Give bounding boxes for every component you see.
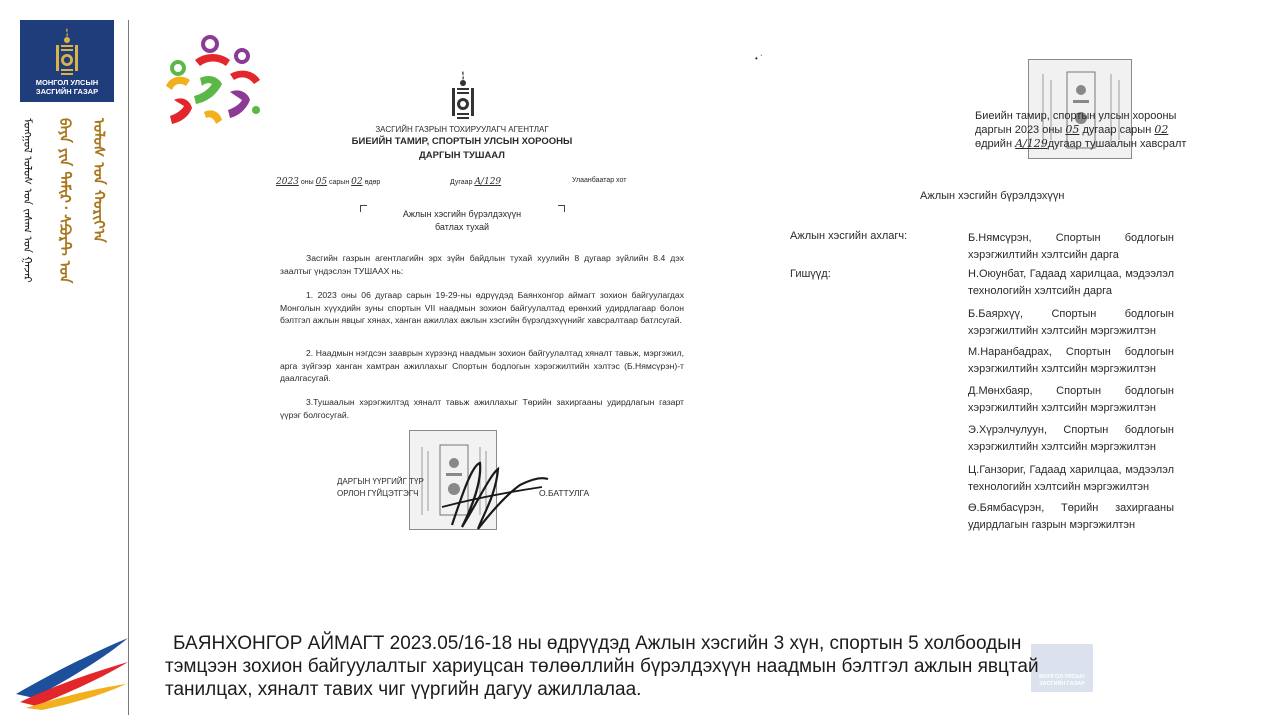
annex-month: 05: [1065, 123, 1080, 136]
signature-icon: [432, 455, 552, 535]
order-date-month-suffix: сарын: [329, 179, 350, 186]
order-subject: [262, 208, 662, 234]
annex-line2-prefix: даргын 2023 оны: [975, 124, 1063, 136]
mongol-script-committee-line1: ᠪᠡᠶᠡ ᠶᠢᠨ ᠲᠠᠮᠢᠷ᠂ ᠰᠫᠣᠷᠲ ᠤᠨ: [56, 118, 74, 284]
member-entry: Ц.Ганзориг, Гадаад харилцаа, мэдээлэл технологийн хэлтсийн мэргэжилтэн: [968, 464, 1174, 493]
working-group-title: Ажлын хэсгийн бүрэлдэхүүн: [920, 190, 1065, 202]
agency-name: ЗАСГИЙН ГАЗРЫН ТОХИРУУЛАГЧ АГЕНТЛАГ: [375, 125, 549, 134]
annex-header-line3: [975, 137, 1186, 151]
member-entry: Н.Оюунбат, Гадаад харилцаа, мэдээлэл технологийн хэлтсийн дарга: [968, 268, 1174, 297]
order-date-year: 2023: [276, 177, 299, 187]
member-entry: Э.Хүрэлчулуун, Спортын бодлогын хэрэгжилтийн хэлтсийн мэргэжилтэн: [968, 424, 1174, 453]
sidebar-divider: [128, 20, 129, 715]
order-city: Улаанбаатар хот: [572, 177, 627, 184]
group-head-entry: Б.Нямсүрэн, Спортын бодлогын хэрэгжилтийн хэлтсийн дарга: [968, 232, 1174, 261]
children-games-logo-icon: [160, 30, 270, 135]
order-date-day: 02: [351, 177, 363, 187]
sidebar: [0, 0, 130, 720]
government-logo: [20, 20, 114, 102]
signer-name: О.БАТТУЛГА: [539, 488, 590, 498]
member-entry: М.Наранбадрах, Спортын бодлогын хэрэгжилтийн хэлтсийн мэргэжилтэн: [968, 346, 1174, 375]
order-title: ДАРГЫН ТУШААЛ: [419, 150, 505, 161]
annex-header: [975, 109, 1186, 151]
annex-line3-suffix: дугаар тушаалын хавсралт: [1047, 138, 1187, 150]
group-head-label: Ажлын хэсгийн ахлагч:: [790, 230, 908, 242]
group-members-label: Гишүүд:: [790, 268, 831, 280]
caption-line3: танилцах, хяналт тавих чиг үүргийн дагуу ажиллалаа.: [165, 679, 642, 700]
state-emblem-icon: [450, 69, 476, 121]
order-item-3: 3.Тушаалын хэрэгжилтэд хяналт тавьж ажиллахыг Төрийн захиргааны удирдлагын газарт үүрэг болгосугай.: [280, 397, 684, 420]
sports-swoosh-icon: [14, 632, 130, 712]
order-number: [450, 177, 501, 187]
order-subject-line1: Ажлын хэсгийн бүрэлдэхүүн: [402, 209, 522, 219]
annex-number: A/129: [1015, 137, 1048, 150]
order-number-label: Дугаар: [450, 179, 473, 186]
order-number-value: A/129: [474, 177, 502, 187]
order-date-month: 05: [315, 177, 328, 187]
scan-mark: • `: [755, 54, 763, 63]
annex-header-line1: Биеийн тамир, спортын улсын хорооны: [975, 110, 1177, 122]
caption-line2: тэмцээн зохион байгуулалтыг хариуцсан төлөөллийн бүрэлдэхүүн наадмын бэлтгэл ажлын явцтай: [165, 656, 1039, 677]
slide-caption: [165, 632, 1225, 701]
order-date: [276, 177, 380, 187]
soyombo-icon: [53, 26, 81, 76]
watermark-text: МОНГОЛ УЛСЫН ЗАСГИЙН ГАЗАР: [1039, 674, 1085, 687]
signer-title: [337, 476, 424, 500]
member-entry: Ө.Бямбасүрэн, Төрийн захиргааны удирдлагын газрын мэргэжилтэн: [968, 502, 1174, 531]
order-subject-line2: батлах тухай: [434, 222, 490, 232]
annex-day: 02: [1154, 123, 1169, 136]
annex-line3-prefix: өдрийн: [975, 138, 1013, 150]
order-date-year-suffix: оны: [300, 179, 314, 186]
mongol-script-government: ᠮᠣᠩᠭᠣᠯ ᠤᠯᠤᠰ ᠤᠨ ᠵᠠᠰᠠᠭ ᠤᠨ ᠭᠠᠵᠠᠷ: [21, 118, 34, 283]
annex-document: [730, 44, 1215, 647]
annex-line2-mid: дугаар сарын: [1082, 124, 1152, 136]
order-document: [262, 55, 692, 607]
signer-title-line2: ОРЛОН ГҮЙЦЭТГЭГЧ: [337, 489, 419, 498]
committee-name: БИЕИЙН ТАМИР, СПОРТЫН УЛСЫН ХОРООНЫ: [351, 136, 573, 147]
order-preamble: Засгийн газрын агентлагийн эрх зүйн байдлын тухай хуулийн 8 дугаар зүйлийн 8.4 дэх заалтыг үндэслэн ТУШААХ нь:: [280, 253, 684, 276]
signer-title-line1: ДАРГЫН ҮҮРГИЙГ ТҮР: [337, 477, 424, 486]
annex-header-line2: [975, 123, 1186, 137]
member-entry: Д.Мөнхбаяр, Спортын бодлогын хэрэгжилтийн хэлтсийн мэргэжилтэн: [968, 385, 1174, 414]
mongol-script-committee-line2: ᠤᠯᠤᠰ ᠤᠨ ᠬᠣᠷᠢᠶ᠎ᠠ: [90, 118, 108, 243]
order-item-2: 2. Наадмын нэгдсэн зааврын хүрээнд наадмын зохион байгуулалтад хяналт тавьж, мэргэжил, арга зүйгээр ханган хамтран ажиллахыг Спортын бодлогын хэрэгжилтийн хэлтэс (Б.Нямсүрэн)-т даалгасугай.: [280, 348, 684, 384]
caption-line1: БАЯНХОНГОР АЙМАГТ 2023.05/16-18 ны өдрүүдэд Ажлын хэсгийн 3 хүн, спортын 5 холбоодын: [173, 633, 1022, 654]
order-date-day-suffix: өдөр: [364, 179, 381, 186]
member-entry: Б.Баярхүү, Спортын бодлогын хэрэгжилтийн хэлтсийн мэргэжилтэн: [968, 308, 1174, 337]
order-item-1: 1. 2023 оны 06 дугаар сарын 19-29-ны өдрүүдэд Баянхонгор аймагт зохион байгуулагдах Монголын хүүхдийн зуны спортын VII наадмын зохион байгуулалтад ерөнхий удирдлагаар болон бэлтгэл ажлын явцыг хянах, ханган ажиллах ажлын хэсгийн бүрэлдэхүүнийг хавсралтаар батлсугай.: [280, 290, 684, 326]
government-logo-text: МОНГОЛ УЛСЫН ЗАСГИЙН ГАЗАР: [35, 78, 99, 96]
